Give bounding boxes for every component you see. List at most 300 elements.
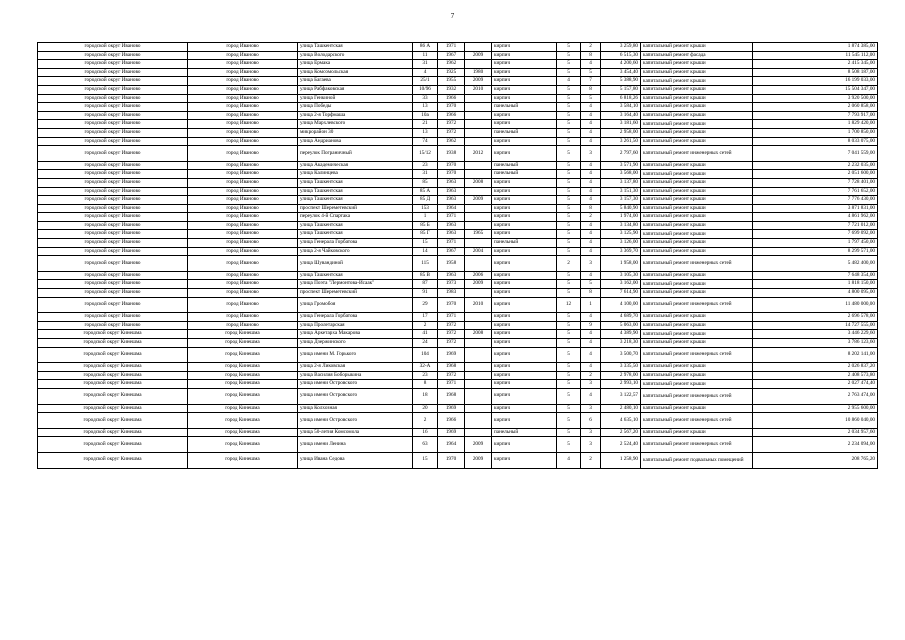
table-row xyxy=(38,321,878,330)
floors-cell: 5 xyxy=(557,413,581,429)
municipality-cell: городской округ Иваново xyxy=(38,196,188,205)
floors-cell: 5 xyxy=(557,363,581,372)
settlement-cell: город Иваново xyxy=(188,247,298,256)
settlement-cell: город Иваново xyxy=(188,51,298,60)
street-cell: улица Генерала Горбатова xyxy=(298,313,413,322)
work-type-cell: капитальный ремонт крыши xyxy=(641,111,753,120)
reconstruction-year-cell: 2009 xyxy=(465,77,492,86)
work-type-cell: капитальный ремонт крыши xyxy=(641,120,753,129)
municipality-cell: городской округ Иваново xyxy=(38,321,188,330)
build-year-cell: 1983 xyxy=(438,289,465,298)
cost-cell: 8 299 571,00 xyxy=(753,247,878,256)
cost-cell: 2 696 578,00 xyxy=(753,313,878,322)
cost-cell: 2 051 600,00 xyxy=(753,170,878,179)
house-number-cell: 85 xyxy=(413,178,438,187)
municipality-cell: городской округ Кинешма xyxy=(38,347,188,363)
reconstruction-year-cell xyxy=(465,204,492,213)
table-row xyxy=(38,289,878,298)
entrances-cell: 4 xyxy=(581,347,601,363)
house-number-cell: 20 xyxy=(413,404,438,413)
area-cell: 1 258,90 xyxy=(601,452,641,468)
reconstruction-year-cell xyxy=(465,313,492,322)
house-number-cell: 10а xyxy=(413,111,438,120)
street-cell: улица имени Ленина xyxy=(298,437,413,453)
reconstruction-year-cell xyxy=(465,371,492,380)
build-year-cell: 1968 xyxy=(438,388,465,404)
reconstruction-year-cell xyxy=(465,321,492,330)
reconstruction-year-cell xyxy=(465,43,492,52)
table-row xyxy=(38,330,878,339)
work-type-cell: капитальный ремонт крыши xyxy=(641,247,753,256)
street-cell: улица Победы xyxy=(298,103,413,112)
settlement-cell: город Иваново xyxy=(188,178,298,187)
wall-material-cell: кирпич xyxy=(492,187,557,196)
floors-cell: 5 xyxy=(557,60,581,69)
house-number-cell: 85 В xyxy=(413,271,438,280)
work-type-cell: капитальный ремонт крыши xyxy=(641,170,753,179)
entrances-cell: 4 xyxy=(581,239,601,248)
house-number-cell: 21 xyxy=(413,120,438,129)
municipality-cell: городской округ Иваново xyxy=(38,85,188,94)
cost-cell: 8 033 075,00 xyxy=(753,137,878,146)
street-cell: улица Колхозная xyxy=(298,404,413,413)
reconstruction-year-cell xyxy=(465,60,492,69)
area-cell: 3 259,80 xyxy=(601,43,641,52)
house-number-cell: 41 xyxy=(413,330,438,339)
table-row xyxy=(38,120,878,129)
work-type-cell: капитальный ремонт крыши xyxy=(641,280,753,289)
reconstruction-year-cell xyxy=(465,289,492,298)
area-cell: 3 261,50 xyxy=(601,137,641,146)
reconstruction-year-cell xyxy=(465,111,492,120)
municipality-cell: городской округ Иваново xyxy=(38,94,188,103)
house-number-cell: 8 xyxy=(413,380,438,389)
reconstruction-year-cell xyxy=(465,120,492,129)
entrances-cell: 5 xyxy=(581,94,601,103)
floors-cell: 5 xyxy=(557,321,581,330)
work-type-cell: капитальный ремонт крыши xyxy=(641,161,753,170)
area-cell: 3 122,57 xyxy=(601,388,641,404)
build-year-cell: 1969 xyxy=(438,404,465,413)
table-row xyxy=(38,43,878,52)
house-number-cell: 85 А xyxy=(413,187,438,196)
settlement-cell: город Кинешма xyxy=(188,404,298,413)
work-type-cell: капитальный ремонт крыши xyxy=(641,196,753,205)
municipality-cell: городской округ Иваново xyxy=(38,256,188,272)
wall-material-cell: кирпич xyxy=(492,371,557,380)
wall-material-cell: кирпич xyxy=(492,388,557,404)
municipality-cell: городской округ Иваново xyxy=(38,187,188,196)
entrances-cell: 4 xyxy=(581,247,601,256)
reconstruction-year-cell xyxy=(465,128,492,137)
build-year-cell: 1967 xyxy=(438,247,465,256)
house-number-cell: 104 xyxy=(413,347,438,363)
table-row xyxy=(38,187,878,196)
house-number-cell: 15 xyxy=(413,452,438,468)
build-year-cell: 1971 xyxy=(438,239,465,248)
cost-cell: 5 482 400,00 xyxy=(753,256,878,272)
cost-cell: 16 199 033,00 xyxy=(753,77,878,86)
wall-material-cell: кирпич xyxy=(492,452,557,468)
reconstruction-year-cell xyxy=(465,388,492,404)
build-year-cell: 1970 xyxy=(438,103,465,112)
area-cell: 3 571,90 xyxy=(601,161,641,170)
street-cell: улица 2-я Ликовская xyxy=(298,363,413,372)
house-number-cell: 13 xyxy=(413,128,438,137)
area-cell: 3 335,50 xyxy=(601,363,641,372)
table-row xyxy=(38,247,878,256)
municipality-cell: городской округ Иваново xyxy=(38,178,188,187)
municipality-cell: городской округ Иваново xyxy=(38,137,188,146)
street-cell: улица Дзержинского xyxy=(298,339,413,348)
area-cell: 3 454,40 xyxy=(601,68,641,77)
reconstruction-year-cell xyxy=(465,339,492,348)
street-cell: улица Василия Боборыкина xyxy=(298,371,413,380)
street-cell: улица Мархлевского xyxy=(298,120,413,129)
reconstruction-year-cell: 2009 xyxy=(465,196,492,205)
table-row xyxy=(38,452,878,468)
street-cell: улица 2-я Чайковского xyxy=(298,247,413,256)
work-type-cell: капитальный ремонт крыши xyxy=(641,128,753,137)
area-cell: 4 689,70 xyxy=(601,313,641,322)
reconstruction-year-cell: 2010 xyxy=(465,85,492,94)
area-cell: 2 567,20 xyxy=(601,428,641,437)
reconstruction-year-cell xyxy=(465,137,492,146)
wall-material-cell: кирпич xyxy=(492,404,557,413)
municipality-cell: городской округ Кинешма xyxy=(38,330,188,339)
entrances-cell: 2 xyxy=(581,452,601,468)
entrances-cell: 4 xyxy=(581,170,601,179)
wall-material-cell: кирпич xyxy=(492,289,557,298)
floors-cell: 5 xyxy=(557,213,581,222)
municipality-cell: городской округ Иваново xyxy=(38,161,188,170)
build-year-cell: 1968 xyxy=(438,363,465,372)
settlement-cell: город Кинешма xyxy=(188,452,298,468)
build-year-cell: 1955 xyxy=(438,77,465,86)
build-year-cell: 1972 xyxy=(438,371,465,380)
street-cell: улица Володарского xyxy=(298,51,413,60)
wall-material-cell: кирпич xyxy=(492,321,557,330)
municipality-cell: городской округ Иваново xyxy=(38,68,188,77)
street-cell: улица Ташкентская xyxy=(298,221,413,230)
floors-cell: 5 xyxy=(557,94,581,103)
settlement-cell: город Иваново xyxy=(188,94,298,103)
build-year-cell: 1966 xyxy=(438,413,465,429)
work-type-cell: капитальный ремонт крыши xyxy=(641,178,753,187)
entrances-cell: 5 xyxy=(581,68,601,77)
street-cell: улица Ермака xyxy=(298,60,413,69)
settlement-cell: город Иваново xyxy=(188,161,298,170)
settlement-cell: город Иваново xyxy=(188,204,298,213)
reconstruction-year-cell xyxy=(465,380,492,389)
street-cell: переулок 4-й Спартака xyxy=(298,213,413,222)
table-row xyxy=(38,313,878,322)
work-type-cell: капитальный ремонт крыши xyxy=(641,371,753,380)
reconstruction-year-cell xyxy=(465,161,492,170)
municipality-cell: городской округ Кинешма xyxy=(38,437,188,453)
street-cell: улица 50-летия Комсомола xyxy=(298,428,413,437)
settlement-cell: город Иваново xyxy=(188,68,298,77)
area-cell: 3 500,70 xyxy=(601,347,641,363)
house-number-cell: 63 xyxy=(413,437,438,453)
area-cell: 7 614,90 xyxy=(601,289,641,298)
settlement-cell: город Иваново xyxy=(188,271,298,280)
reconstruction-year-cell xyxy=(465,103,492,112)
wall-material-cell: кирпич xyxy=(492,380,557,389)
entrances-cell: 4 xyxy=(581,313,601,322)
build-year-cell: 1966 xyxy=(438,94,465,103)
municipality-cell: городской округ Иваново xyxy=(38,103,188,112)
municipality-cell: городской округ Иваново xyxy=(38,204,188,213)
floors-cell: 5 xyxy=(557,230,581,239)
entrances-cell: 6 xyxy=(581,413,601,429)
reconstruction-year-cell: 1965 xyxy=(465,230,492,239)
wall-material-cell: кирпич xyxy=(492,85,557,94)
entrances-cell: 4 xyxy=(581,161,601,170)
housing-repair-table xyxy=(37,42,878,469)
wall-material-cell: панельный xyxy=(492,428,557,437)
wall-material-cell: кирпич xyxy=(492,330,557,339)
build-year-cell: 1970 xyxy=(438,297,465,313)
entrances-cell: 4 xyxy=(581,221,601,230)
street-cell: улица Ташкентская xyxy=(298,271,413,280)
house-number-cell: 23 xyxy=(413,161,438,170)
build-year-cell: 1972 xyxy=(438,339,465,348)
settlement-cell: город Кинешма xyxy=(188,413,298,429)
area-cell: 3 157,30 xyxy=(601,196,641,205)
table-row xyxy=(38,51,878,60)
street-cell: улица имени Островского xyxy=(298,413,413,429)
table-row xyxy=(38,77,878,86)
floors-cell: 5 xyxy=(557,289,581,298)
build-year-cell: 1971 xyxy=(438,313,465,322)
cost-cell: 3 871 831,00 xyxy=(753,204,878,213)
wall-material-cell: кирпич xyxy=(492,77,557,86)
settlement-cell: город Иваново xyxy=(188,221,298,230)
floors-cell: 5 xyxy=(557,85,581,94)
table-row xyxy=(38,103,878,112)
house-number-cell: 23 xyxy=(413,371,438,380)
floors-cell: 5 xyxy=(557,313,581,322)
work-type-cell: капитальный ремонт крыши xyxy=(641,428,753,437)
settlement-cell: город Кинешма xyxy=(188,437,298,453)
floors-cell: 5 xyxy=(557,339,581,348)
floors-cell: 5 xyxy=(557,137,581,146)
table-row xyxy=(38,256,878,272)
build-year-cell: 1970 xyxy=(438,452,465,468)
street-cell: улица Ташкентская xyxy=(298,178,413,187)
street-cell: улица Ташкентская xyxy=(298,196,413,205)
build-year-cell: 1963 xyxy=(438,196,465,205)
floors-cell: 5 xyxy=(557,330,581,339)
entrances-cell: 9 xyxy=(581,321,601,330)
wall-material-cell: кирпич xyxy=(492,94,557,103)
wall-material-cell: кирпич xyxy=(492,60,557,69)
cost-cell: 14 727 555,00 xyxy=(753,321,878,330)
cost-cell: 1 700 850,00 xyxy=(753,128,878,137)
cost-cell: 2 034 957,60 xyxy=(753,428,878,437)
work-type-cell: капитальный ремонт инженерных сетей xyxy=(641,388,753,404)
settlement-cell: город Иваново xyxy=(188,43,298,52)
work-type-cell: капитальный ремонт крыши xyxy=(641,68,753,77)
table-row xyxy=(38,388,878,404)
settlement-cell: город Кинешма xyxy=(188,339,298,348)
table-row xyxy=(38,380,878,389)
area-cell: 3 568,00 xyxy=(601,170,641,179)
settlement-cell: город Иваново xyxy=(188,230,298,239)
municipality-cell: городской округ Иваново xyxy=(38,280,188,289)
work-type-cell: капитальный ремонт крыши xyxy=(641,313,753,322)
cost-cell: 7 793 917,00 xyxy=(753,111,878,120)
work-type-cell: капитальный ремонт крыши xyxy=(641,289,753,298)
settlement-cell: город Иваново xyxy=(188,120,298,129)
municipality-cell: городской округ Иваново xyxy=(38,213,188,222)
cost-cell: 7 699 092,00 xyxy=(753,230,878,239)
reconstruction-year-cell: 2006 xyxy=(465,271,492,280)
reconstruction-year-cell xyxy=(465,94,492,103)
street-cell: переулок Пограничный xyxy=(298,146,413,162)
reconstruction-year-cell: 2008 xyxy=(465,330,492,339)
municipality-cell: городской округ Кинешма xyxy=(38,404,188,413)
street-cell: улица Поэта "Лермонтова-Исаак" xyxy=(298,280,413,289)
entrances-cell: 2 xyxy=(581,43,601,52)
house-number-cell: 32-А xyxy=(413,363,438,372)
wall-material-cell: кирпич xyxy=(492,204,557,213)
municipality-cell: городской округ Кинешма xyxy=(38,413,188,429)
street-cell: улица имени Островского xyxy=(298,388,413,404)
settlement-cell: город Иваново xyxy=(188,137,298,146)
wall-material-cell: панельный xyxy=(492,170,557,179)
settlement-cell: город Кинешма xyxy=(188,363,298,372)
work-type-cell: капитальный ремонт крыши xyxy=(641,321,753,330)
entrances-cell: 7 xyxy=(581,77,601,86)
table-row xyxy=(38,68,878,77)
table-row xyxy=(38,111,878,120)
entrances-cell: 4 xyxy=(581,120,601,129)
area-cell: 5 063,00 xyxy=(601,321,641,330)
entrances-cell: 4 xyxy=(581,363,601,372)
floors-cell: 5 xyxy=(557,404,581,413)
wall-material-cell: кирпич xyxy=(492,68,557,77)
table-row xyxy=(38,137,878,146)
municipality-cell: городской округ Иваново xyxy=(38,60,188,69)
municipality-cell: городской округ Кинешма xyxy=(38,339,188,348)
floors-cell: 5 xyxy=(557,43,581,52)
reconstruction-year-cell: 1980 xyxy=(465,68,492,77)
work-type-cell: капитальный ремонт крыши xyxy=(641,77,753,86)
wall-material-cell: кирпич xyxy=(492,347,557,363)
municipality-cell: городской округ Иваново xyxy=(38,170,188,179)
house-number-cell: 14 xyxy=(413,247,438,256)
table-row xyxy=(38,213,878,222)
build-year-cell: 1963 xyxy=(438,221,465,230)
work-type-cell: капитальный ремонт инженерных сетей xyxy=(641,347,753,363)
wall-material-cell: панельный xyxy=(492,103,557,112)
floors-cell: 5 xyxy=(557,371,581,380)
wall-material-cell: кирпич xyxy=(492,313,557,322)
street-cell: улица Академическая xyxy=(298,161,413,170)
entrances-cell: 2 xyxy=(581,371,601,380)
area-cell: 4 200,60 xyxy=(601,60,641,69)
cost-cell: 1 818 150,00 xyxy=(753,280,878,289)
entrances-cell: 4 xyxy=(581,330,601,339)
house-number-cell: 31 xyxy=(413,60,438,69)
cost-cell: 2 415 345,00 xyxy=(753,60,878,69)
floors-cell: 5 xyxy=(557,271,581,280)
settlement-cell: город Иваново xyxy=(188,196,298,205)
cost-cell: 208 765,20 xyxy=(753,452,878,468)
municipality-cell: городской округ Кинешма xyxy=(38,371,188,380)
reconstruction-year-cell xyxy=(465,428,492,437)
floors-cell: 5 xyxy=(557,178,581,187)
house-number-cell: 85 Б xyxy=(413,221,438,230)
street-cell: улица имени Островского xyxy=(298,380,413,389)
entrances-cell: 3 xyxy=(581,146,601,162)
wall-material-cell: кирпич xyxy=(492,120,557,129)
cost-cell: 11 480 000,00 xyxy=(753,297,878,313)
wall-material-cell: кирпич xyxy=(492,213,557,222)
cost-cell: 2 234 094,00 xyxy=(753,437,878,453)
municipality-cell: городской округ Иваново xyxy=(38,128,188,137)
entrances-cell: 4 xyxy=(581,178,601,187)
reconstruction-year-cell: 2008 xyxy=(465,178,492,187)
settlement-cell: город Кинешма xyxy=(188,371,298,380)
cost-cell: 2 026 837,20 xyxy=(753,363,878,372)
area-cell: 2 797,60 xyxy=(601,146,641,162)
build-year-cell: 1963 xyxy=(438,187,465,196)
floors-cell: 5 xyxy=(557,111,581,120)
house-number-cell: 153 xyxy=(413,204,438,213)
settlement-cell: город Иваново xyxy=(188,146,298,162)
table-row xyxy=(38,339,878,348)
house-number-cell: 85 Д xyxy=(413,196,438,205)
entrances-cell: 3 xyxy=(581,428,601,437)
table-row xyxy=(38,146,878,162)
area-cell: 1 958,00 xyxy=(601,256,641,272)
work-type-cell: капитальный ремонт крыши xyxy=(641,204,753,213)
area-cell: 2 958,00 xyxy=(601,128,641,137)
municipality-cell: городской округ Кинешма xyxy=(38,428,188,437)
house-number-cell: 17 xyxy=(413,313,438,322)
entrances-cell: 4 xyxy=(581,103,601,112)
wall-material-cell: кирпич xyxy=(492,339,557,348)
settlement-cell: город Иваново xyxy=(188,313,298,322)
entrances-cell: 4 xyxy=(581,128,601,137)
work-type-cell: капитальный ремонт крыши xyxy=(641,239,753,248)
entrances-cell: 1 xyxy=(581,297,601,313)
settlement-cell: город Иваново xyxy=(188,60,298,69)
wall-material-cell: кирпич xyxy=(492,178,557,187)
build-year-cell: 1963 xyxy=(438,230,465,239)
build-year-cell: 1971 xyxy=(438,380,465,389)
house-number-cell: 31 xyxy=(413,170,438,179)
entrances-cell: 8 xyxy=(581,51,601,60)
work-type-cell: капитальный ремонт инженерных сетей xyxy=(641,256,753,272)
wall-material-cell: кирпич xyxy=(492,256,557,272)
area-cell: 6 818,26 xyxy=(601,94,641,103)
reconstruction-year-cell xyxy=(465,363,492,372)
page-number: 7 xyxy=(450,12,455,20)
street-cell: микрорайон 30 xyxy=(298,128,413,137)
table-row xyxy=(38,178,878,187)
house-number-cell: 15/12 xyxy=(413,146,438,162)
street-cell: улица Рабфаковская xyxy=(298,85,413,94)
municipality-cell: городской округ Иваново xyxy=(38,77,188,86)
wall-material-cell: кирпич xyxy=(492,280,557,289)
entrances-cell: 2 xyxy=(581,213,601,222)
cost-cell: 2 232 035,00 xyxy=(753,161,878,170)
house-number-cell: 10/96 xyxy=(413,85,438,94)
